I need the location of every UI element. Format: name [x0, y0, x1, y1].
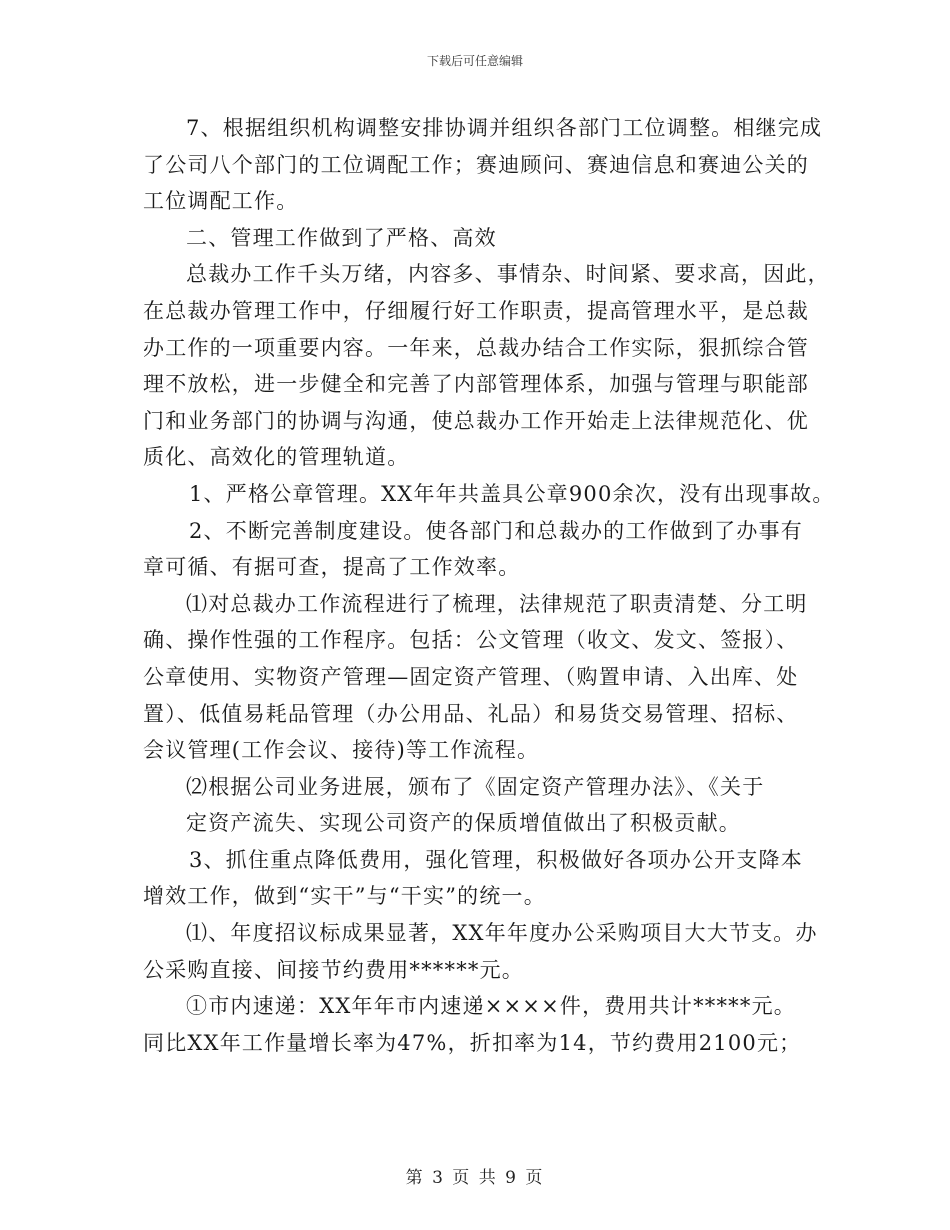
paragraph-line: ⑴、年度招议标成果显著，XX年年度办公采购项目大大节支。办	[186, 921, 818, 946]
paragraph-line: 在总裁办管理工作中，仔细履行好工作职责，提高管理水平，是总裁	[143, 298, 809, 323]
document-body	[143, 110, 835, 1061]
paragraph-line: 工位调配工作。	[143, 189, 299, 214]
paragraph-line: 置）、低值易耗品管理（办公用品、礼品）和易货交易管理、招标、	[143, 701, 799, 726]
paragraph-line: 增效工作，做到“实干”与“干实”的统一。	[143, 884, 546, 909]
paragraph-line: 1、严格公章管理。XX年年共盖具公章900余次，没有出现事故。	[189, 481, 835, 506]
paragraph-line: ⑴对总裁办工作流程进行了梳理，法律规范了职责清楚、分工明	[186, 591, 808, 616]
paragraph-line: 理不放松，进一步健全和完善了内部管理体系，加强与管理与职能部	[143, 372, 809, 397]
paragraph-line: 总裁办工作千头万绪，内容多、事情杂、时间紧、要求高，因此，	[186, 262, 830, 287]
paragraph-line: ①市内速递：XX年年市内速递××××件，费用共计*****元。	[186, 994, 796, 1019]
paragraph-line: 公章使用、实物资产管理—固定资产管理、（购置申请、入出库、处	[143, 664, 799, 689]
paragraph-line: 定资产流失、实现公司资产的保质增值做出了积极贡献。	[186, 811, 741, 836]
paragraph-line: 2、不断完善制度建设。使各部门和总裁办的工作做到了办事有	[189, 518, 803, 543]
paragraph-line: 章可循、有据可查，提高了工作效率。	[143, 555, 521, 580]
header-note: 下载后可任意编辑	[426, 54, 523, 68]
paragraph-line: 确、操作性强的工作程序。包括：公文管理（收文、发文、签报）、	[143, 628, 799, 653]
paragraph-line: 7、根据组织机构调整安排协调并组织各部门工位调整。相继完成	[186, 116, 823, 140]
paragraph-line: 门和业务部门的协调与沟通，使总裁办工作开始走上法律规范化、优	[143, 408, 809, 433]
paragraph-line: 公采购直接、间接节约费用******元。	[143, 957, 524, 982]
paragraph-line: ⑵根据公司业务进展，颁布了《固定资产管理办法》、《关于	[186, 774, 765, 799]
paragraph-line: 会议管理(工作会议、接待)等工作流程。	[143, 738, 540, 763]
paragraph-line: 办工作的一项重要内容。一年来，总裁办结合工作实际，狠抓综合管	[143, 335, 809, 360]
paragraph-line: 3、抓住重点降低费用，强化管理，积极做好各项办公开支降本	[189, 847, 803, 872]
section-heading: 二、管理工作做到了严格、高效	[186, 225, 497, 250]
paragraph-line: 同比XX年工作量增长率为47%，折扣率为14，节约费用2100元；	[143, 1030, 802, 1055]
paragraph-line: 了公司八个部门的工位调配工作；赛迪顾问、赛迪信息和赛迪公关的	[143, 152, 809, 177]
paragraph-line: 质化、高效化的管理轨道。	[143, 445, 410, 470]
page-number: 第 3 页 共 9 页	[405, 1168, 545, 1188]
